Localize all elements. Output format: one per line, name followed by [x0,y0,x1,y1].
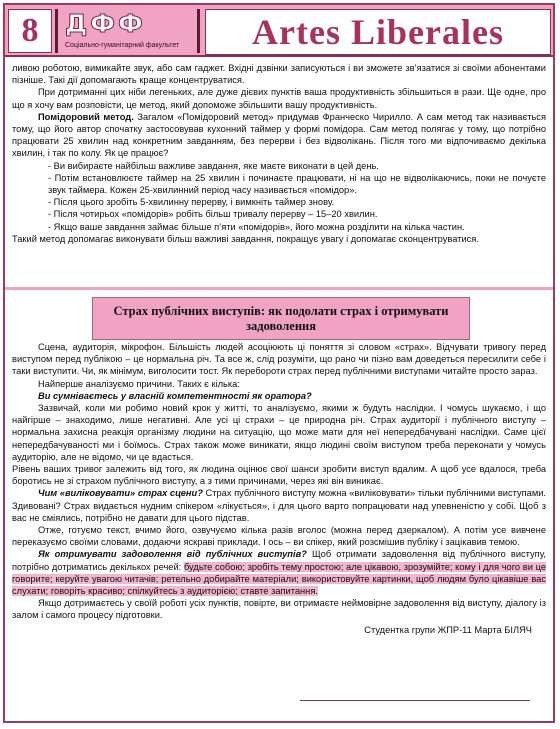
separator-bar [55,9,58,53]
masthead [205,9,551,55]
paragraph: Сцена, аудиторія, мікрофон. Більшість людей асоціюють ці поняття зі словом «страх». Відчувати тривогу перед виступом перед публікою – це нормальна річ. Та все ж, слід розуміти, що рано чи пізно вам доведеться пересилити себе і таки виступити. Чи, як мінімум, виголосити тост. Як перебороти страх перед публічними виступами читайте просто зараз. [12,342,546,377]
article-body [12,341,546,636]
paragraph: Зазвичай, коли ми робимо новий крок у житті, то аналізуємо, якими ж будуть наслідки. І чомусь шукаємо, і що найгірше – знаходимо, лише негативні. Але усі ці страхи – це природна річ. Страх аудиторії і публічного виступу – нормальна захисна реакція організму людини на ситуацію, що може мати для неї непередбачувані наслідки. Саме цієї непередбачуваності ми і боїмось. Страх також може виникати, якщо людині своїм виступом треба переконати у чомусь аудиторію, але не відомо, чи це вдасться. [12,403,546,462]
paragraph: ливою роботою, вимикайте звук, або сам гаджет. Вхідні дзвінки записуються і ви зможете зв’язатися зі своїми абонентами пізніше. Такі дії допомагають краще концентруватися. [12,63,546,86]
paragraph: Якщо дотримаєтесь у своїй роботі усіх пунктів, повірте, ви отримаєте неймовірне задоволення від виступу, діалогу із залом і самого процесу підготовки. [12,598,546,621]
list-item: - Після чотирьох «помідорів» робіть більш тривалу перерву – 15–20 хвилин. [48,209,378,220]
article-continued [12,62,546,245]
list-item: - Якщо ваше завдання займає більше п’яти «помідорів», його можна розділити на кілька частин. [48,221,465,232]
list-item: - Потім встановлюєте таймер на 25 хвилин і починаєте працювати, ні на що не відволікаючись, поки не почуєте звук таймера. Кожен 25-хвилинний період часу називається «помідор». [48,172,546,196]
subheading: Ви сумніваєтесь у власній компетентності як оратора? [38,390,312,401]
subheading-inline: Чим «виліковувати» страх сцени? [38,488,203,499]
paragraph: Такий метод допомагає виконувати більш важливі завдання, покращує увагу і допомагає сконцентруватися. [12,233,479,244]
page-number-box [8,9,52,53]
highlighted-tips: будьте собою; зробіть тему простою; але цікавою, зрозумійте; кому і для чого ви це говорите; керуйте увагою читачів; ретельно добирайте матеріали; використовуйте картинки, щоб людям було цікавіше вас слухати; говоріть красиво; спілкуйтесь з аудиторією; ставте запитання. [12,561,546,597]
paragraph-text: Щоб отримати задоволення від публічного виступу, потрібно дотриматись декількох речей: [12,549,547,572]
paragraph: Найперше аналізуємо причини. Таких є кілька: [38,378,240,389]
paragraph-text: Загалом «Помідоровий метод» придумав Франческо Чирилло. А сам метод так називається тому, що його автор спочатку застосовував кухонний таймер у формі помідора. Сам метод полягає у тому, що потрібно працювати 25 хвилин над конкретним завданням, без перерви і без відволікань. Після того ми відпочиваємо декілька хвилин, і так по колу. Як це працює? [12,111,546,159]
list-item: - Після цього зробіть 5-хвилинну перерву, і вимкніть таймер знову. [48,197,335,208]
paragraph [12,111,546,160]
logo-subtitle: Соціально-гуманітарний факультет [65,42,180,49]
article-title-box [92,297,470,340]
logo-text: ДФФ [65,9,146,38]
paragraph [12,487,546,524]
separator-bar [197,9,200,53]
term-bold: Помідоровий метод. [38,111,134,122]
subheading-inline: Як отримувати задоволення від публічних виступів? [38,549,307,560]
paragraph-text: Страх публічного виступу можна «виліковувати» тільки публічними виступами. Здивовані? Страх видається нудним спікером «лікується», і для цього варто попрацювати над упевненістю у собі. Щоб з вас не сміялись, потрібно не давати для цього підстав. [12,488,546,523]
signature-underline [300,700,530,701]
paragraph: Рівень ваших тривог залежить від того, як людина оцінює свої шанси зробити виступ вдалим. А щоб усе вдалося, треба боротись не зі страхом публічного виступу, а з тими причинами, через які він виникає. [12,464,546,487]
list-item: - Ви вибираєте найбільш важливе завдання, яке маєте виконати в цей день. [48,160,379,171]
section-divider [5,287,553,290]
page-number: 8 [21,12,39,49]
author-signature: Студентка групи ЖПР-11 Марта БІЛЯЧ [364,624,532,635]
article-title: Страх публічних виступів: як подолати страх і отримувати задоволення [113,303,449,333]
paragraph: Отже, готуємо текст, вчимо його, озвучуємо кілька разів вголос (можна перед дзеркалом). А потім усе вивчене переказуємо своїми словами, додаючи яскраві приклади. І ось – ви спікер, який розсмішив публіку і зацікавив темою. [12,525,546,548]
publication-title: Artes Liberales [252,12,504,52]
page-header [5,5,553,57]
faculty-logo [63,9,193,53]
paragraph: При дотриманні цих ніби легеньких, але дуже дієвих пунктів ваша продуктивність збільшиться в рази. Ще одне, про що я хочу вам розповісти, це метод, який допоможе збільшити вашу продуктивність. [12,87,546,110]
paragraph [12,548,546,597]
